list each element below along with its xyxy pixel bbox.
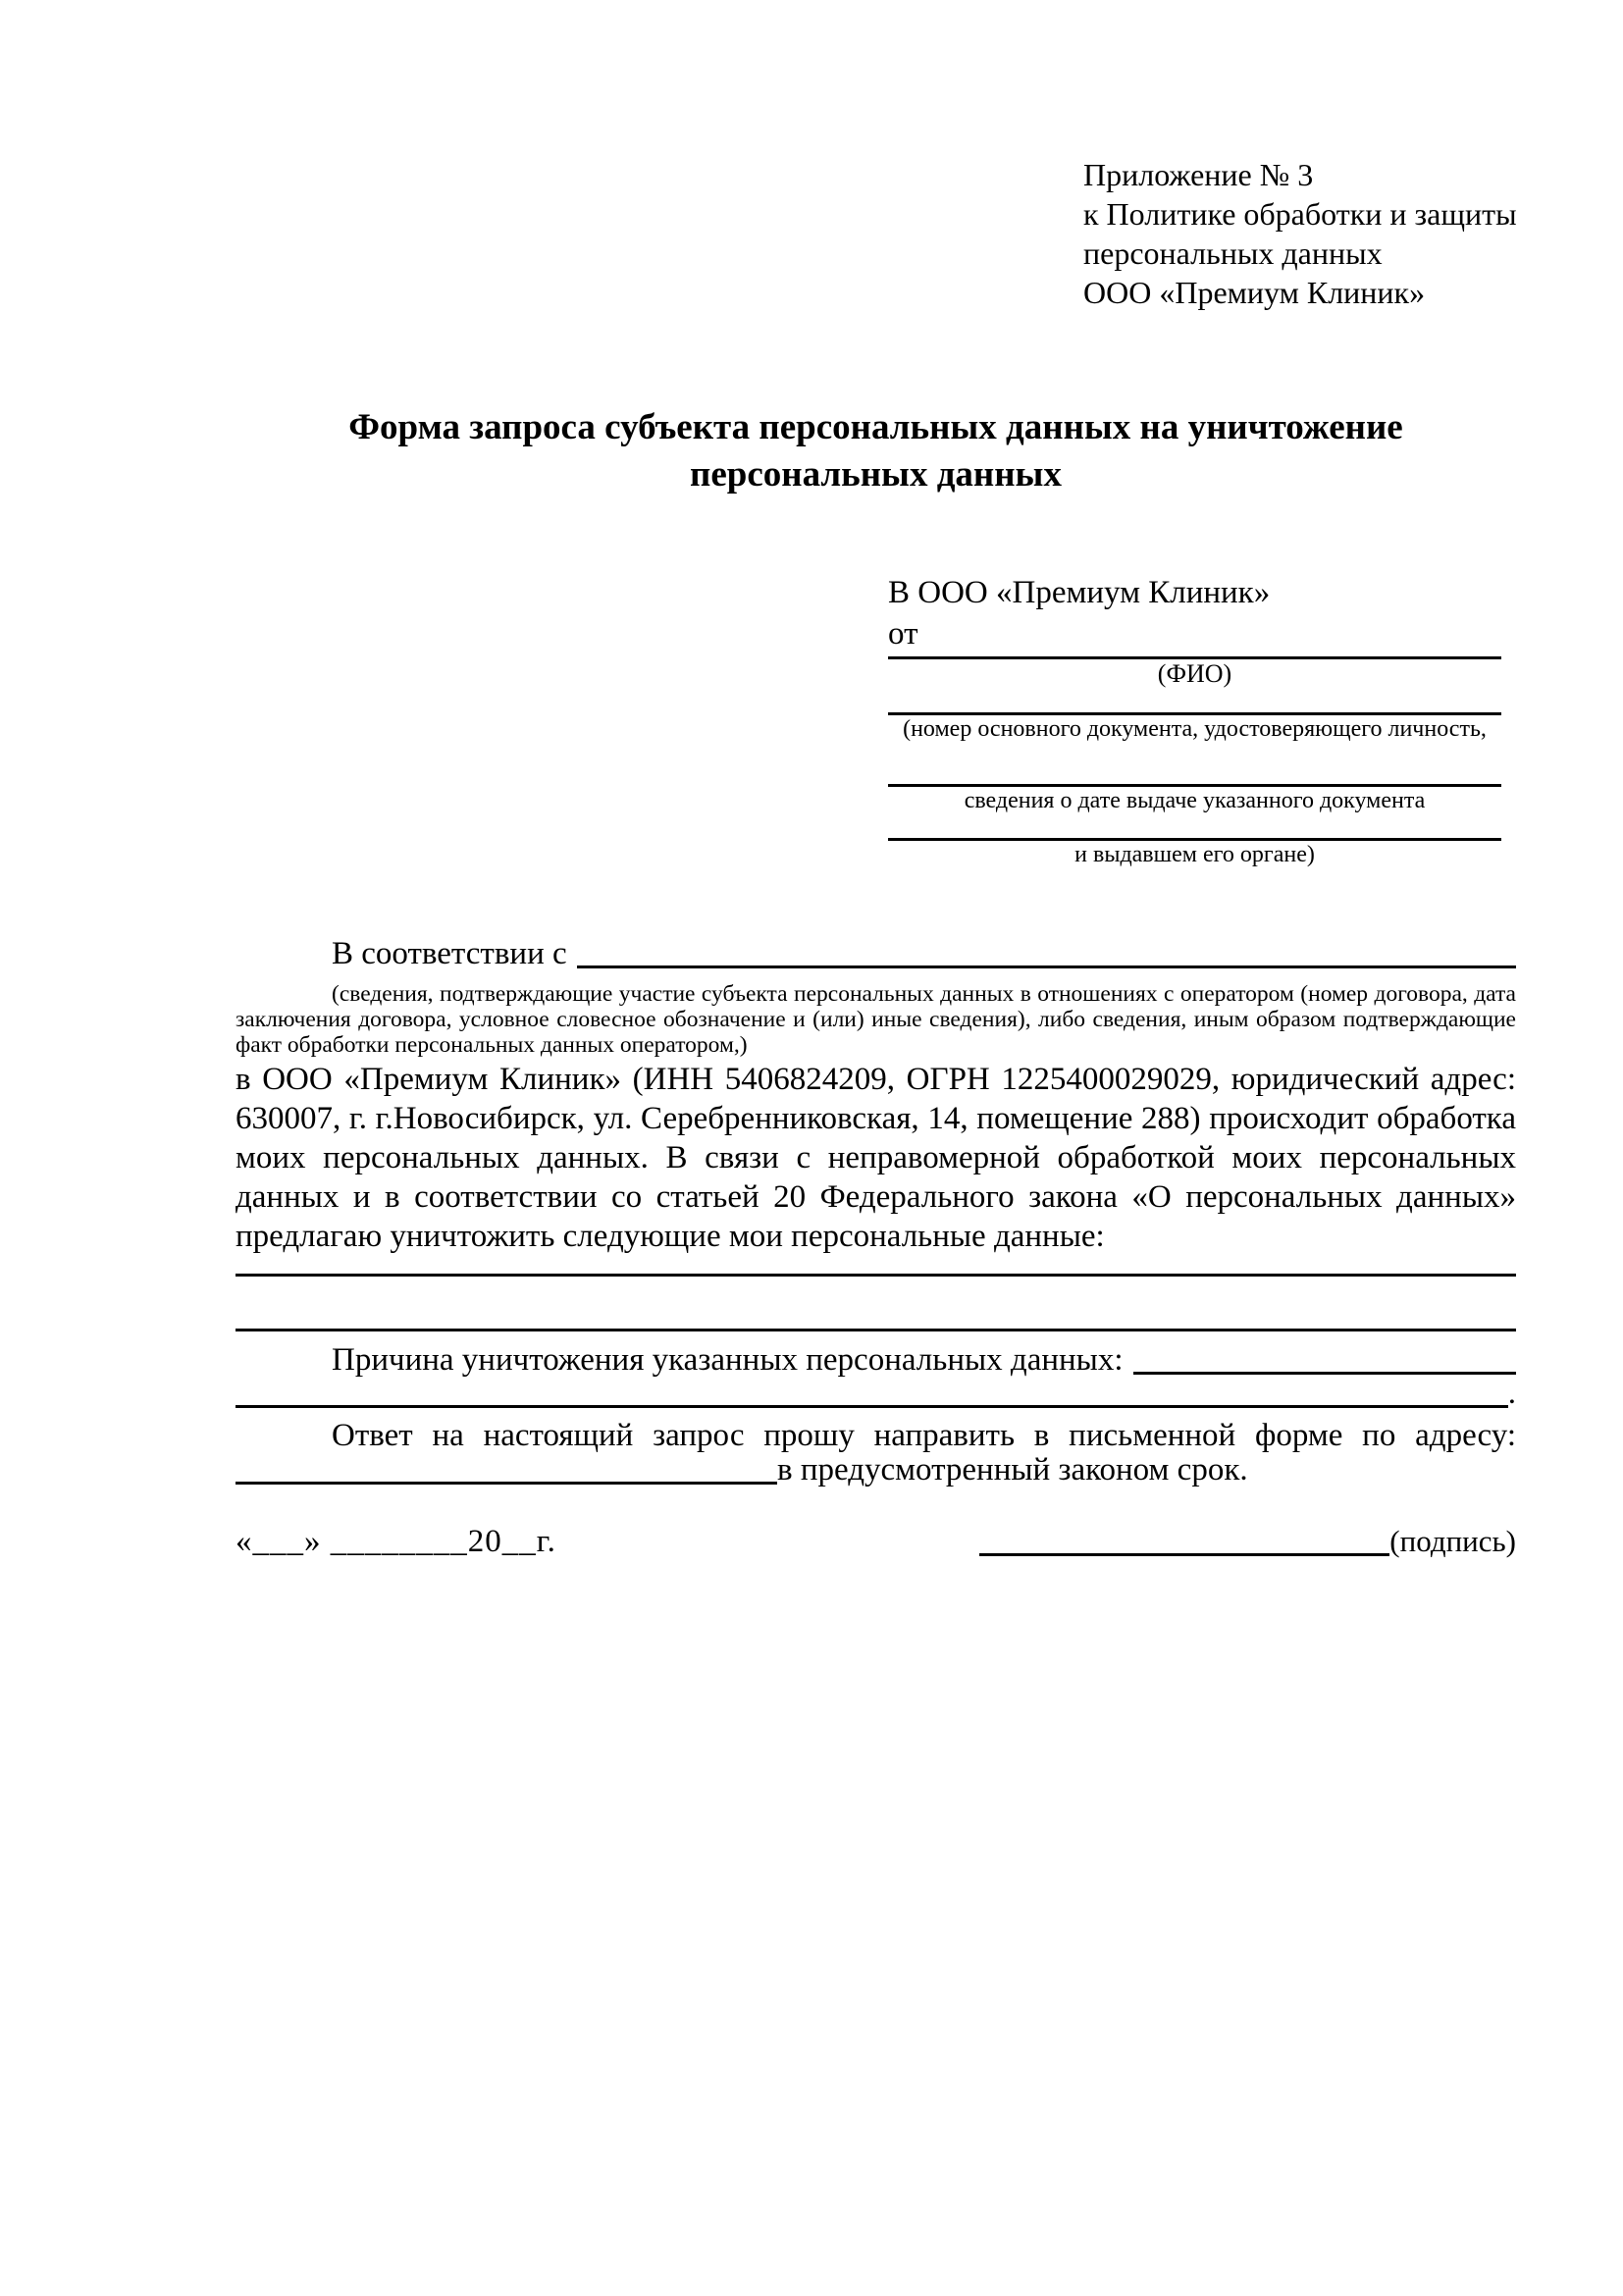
issuing-authority-blank-line bbox=[888, 814, 1501, 841]
addressee-from-label: от bbox=[888, 616, 918, 652]
annex-header-line: персональных данных bbox=[1083, 235, 1383, 271]
address-blank-line bbox=[236, 1482, 777, 1485]
issue-date-caption: сведения о дате выдаче указанного документа bbox=[964, 788, 1426, 813]
data-blank-line-1 bbox=[236, 1274, 1516, 1277]
reason-blank-line-2 bbox=[236, 1405, 1508, 1408]
response-address-row bbox=[236, 1450, 1516, 1489]
signature-blank-line bbox=[979, 1553, 1389, 1556]
main-paragraph: в ООО «Премиум Клиник» (ИНН 5406824209, ОГРН 1225400029029, юридический адрес: 630007, г. г.Новосибирск, ул. Серебренниковская, 14, помещение 288) происходит обработка моих персональных данных. В связи с неправомерной обработкой моих персональных данных и в соответствии со статьей 20 Федерального закона «О персональных данных» предлагаю уничтожить следующие мои персональные данные: bbox=[236, 1062, 1516, 1254]
line-end-period: . bbox=[1507, 1376, 1516, 1411]
accordance-footnote: (сведения, подтверждающие участие субъекта персональных данных в отношениях с оператором (номер договора, дата заключения договора, условное словесное обозначение и (или) иные сведения), либо сведения, иным образом подтверждающие факт обработки персональных данных оператором,) bbox=[236, 981, 1516, 1058]
addressee-to: В ООО «Премиум Клиник» bbox=[888, 575, 1271, 610]
accordance-row bbox=[236, 934, 1516, 973]
issue-date-blank-line bbox=[888, 743, 1501, 787]
document-number-blank-line bbox=[888, 689, 1501, 715]
addressee-block bbox=[888, 572, 1501, 868]
issuing-authority-caption: и выдавшем его органе) bbox=[1074, 842, 1315, 867]
annex-header-line: Приложение № 3 bbox=[1083, 157, 1314, 192]
date-signature-row bbox=[236, 1521, 1516, 1562]
accordance-blank-line bbox=[577, 965, 1516, 968]
signature-caption: (подпись) bbox=[1389, 1524, 1516, 1558]
reason-continuation-row bbox=[236, 1374, 1516, 1413]
response-tail-text: в предусмотренный законом срок. bbox=[777, 1452, 1248, 1487]
annex-header bbox=[1083, 155, 1544, 312]
accordance-label: В соответствии с bbox=[332, 936, 567, 971]
annex-header-line: ООО «Премиум Клиник» bbox=[1083, 275, 1426, 310]
data-blank-line-2 bbox=[236, 1329, 1516, 1331]
fio-caption: (ФИО) bbox=[1157, 659, 1232, 688]
response-sentence: Ответ на настоящий запрос прошу направить в письменной форме по адресу: bbox=[332, 1418, 1516, 1453]
document-number-caption: (номер основного документа, удостоверяющего личность, bbox=[903, 716, 1487, 742]
document-title: Форма запроса субъекта персональных данных на уничтожение персональных данных bbox=[348, 407, 1403, 495]
annex-header-line: к Политике обработки и защиты bbox=[1083, 196, 1517, 232]
date-line: «___» ________20__г. bbox=[236, 1524, 556, 1559]
reason-label: Причина уничтожения указанных персональных данных: bbox=[332, 1342, 1124, 1378]
